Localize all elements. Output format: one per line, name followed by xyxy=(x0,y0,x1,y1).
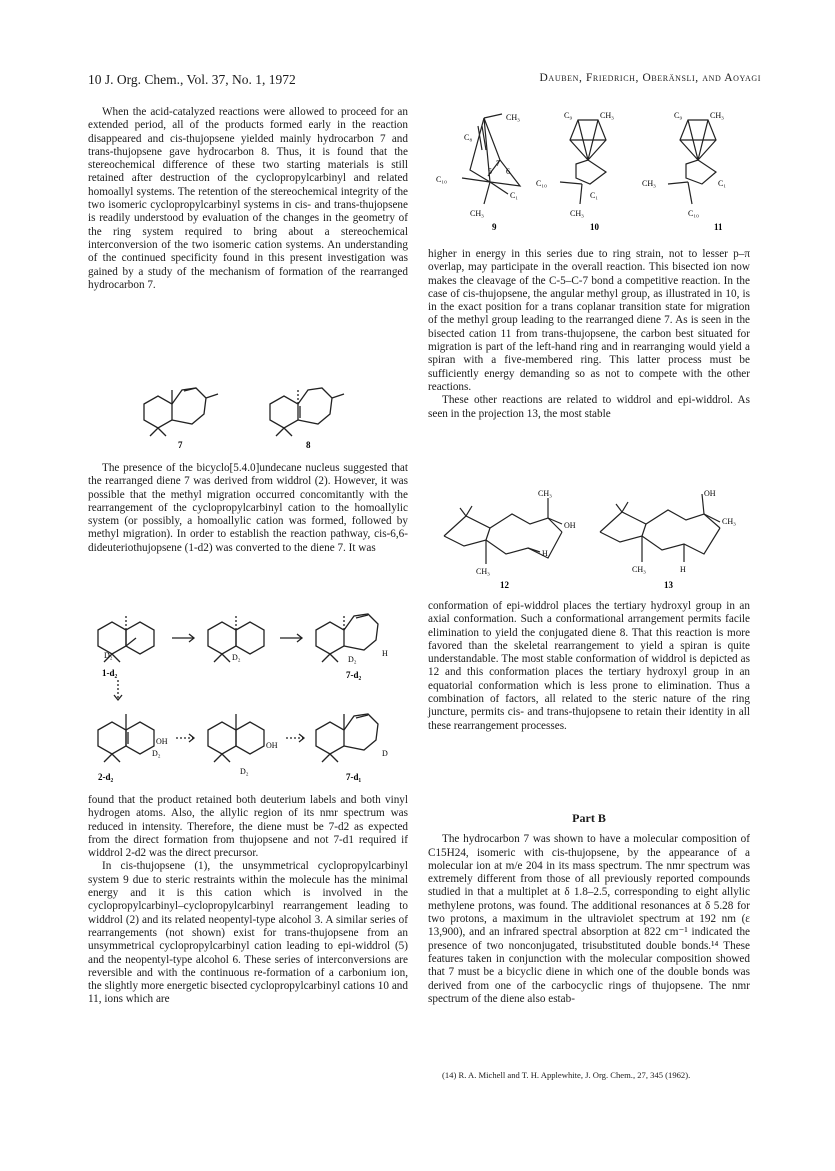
label-oh-13: OH xyxy=(704,489,716,498)
label-ch3-9: CH₃ xyxy=(506,113,520,122)
label-oh-e: OH xyxy=(266,741,278,750)
label-7d1: 7-d₁ xyxy=(346,772,362,782)
label-c1-10: C₁ xyxy=(590,191,599,200)
label-d-f: D xyxy=(382,749,388,758)
label-c1-9: C₁ xyxy=(510,191,519,200)
label-ch3-11b: CH₃ xyxy=(642,179,656,188)
page-header-left: 10 J. Org. Chem., Vol. 37, No. 1, 1972 xyxy=(88,72,296,87)
paragraph: conformation of epi-widdrol places the tertiary hydroxyl group in an axial conformation. Such a conformational arrangement permits facile elimination to yield the conjugated diene 8. That this reaction is more favored than the skeletal rearrangement to yield a spiran is quite understandable. The most stable conformation of widdrol is depicted as 12 and this conformation places the tertiary hydroxyl group in an equatorial conformation which is less prone to elimination. Thus a combination of factors, all related to the steric nature of the ring juncture, permits cis- and trans-thujopsene to retain their identity in all these rearrangement processes. xyxy=(428,600,750,732)
left-column-bottom xyxy=(88,794,408,1007)
label-9: 9 xyxy=(492,222,497,232)
label-d2-d: D₂ xyxy=(152,749,161,758)
page-header-right: Dauben, Friedrich, Oberänsli, and Aoyagi xyxy=(539,72,761,84)
label-ch3-12b: CH₃ xyxy=(476,567,490,576)
paragraph: The hydrocarbon 7 was shown to have a molecular composition of C15H24, isomeric with cis-thujopsene, by the appearance of a molecular ion at m/e 204 in its mass spectrum. The nmr spectrum was extremely different from those of all previously reported compounds studied in that a multiplet at δ 1.8–2.5, corresponding to eight allylic methylene protons, was found. The additional resonances at δ 5.28 for two protons, a maximum in the ultraviolet spectrum at 192 nm (ε 13,900), and an infrared spectral absorption at 822 cm⁻¹ indicated the presence of two nonconjugated, trisubstituted double bonds.¹⁴ These features taken in conjunction with the molecular composition showed that 7 must be a bicyclic diene in which one of the double bonds was derived from one of the carbocyclic rings of thujopsene. The nmr spectrum of the diene also estab- xyxy=(428,833,750,1005)
label-ch3-10: CH₃ xyxy=(600,111,614,120)
label-c10-11: C₁₀ xyxy=(688,209,699,218)
label-12: 12 xyxy=(500,580,509,590)
label-n6: 6 xyxy=(506,167,510,176)
right-column-bottom xyxy=(428,812,750,1006)
footnote: (14) R. A. Michell and T. H. Applewhite, J. Org. Chem., 27, 345 (1962). xyxy=(442,1070,691,1080)
label-d2-c: D₂ xyxy=(348,655,357,664)
paragraph: When the acid-catalyzed reactions were allowed to proceed for an extended period, all of the products formed early in the reaction disappeared and cis-thujopsene yielded mainly hydrocarbon 7 and trans-thujopsene gave hydrocarbon 8. Thus, it is found that the stereochemical difference of these two starting materials is still retained after destruction of the cyclopropylcarbinyl and related homoallyl systems. The retention of the stereochemical integrity of the two isomeric cyclopropylcarbinyl systems in cis- and trans-thujopsene is readily understood by evaluation of the changes in the geometry of the ring system required to bring about a stereochemical interconversion of the two isomeric cation systems. An understanding of the continued specificity found in this present investigation was gained by a study of the mechanism of formation of the rearranged hydrocarbon 7. xyxy=(88,106,408,291)
label-ch3-13a: CH₃ xyxy=(722,517,736,526)
label-h-12: H xyxy=(542,549,548,558)
label-ch3-13b: CH₃ xyxy=(632,565,646,574)
label-h-c: H xyxy=(382,649,388,658)
label-c10-9: C₁₀ xyxy=(436,175,447,184)
label-ch3-12a: CH₃ xyxy=(538,489,552,498)
label-2d2: 2-d₂ xyxy=(98,772,114,782)
label-oh-d: OH xyxy=(156,737,168,746)
figure-cations-9-10-11 xyxy=(430,100,750,240)
label-ch3-9b: CH₃ xyxy=(470,209,484,218)
label-7: 7 xyxy=(178,440,183,450)
label-ch3-11: CH₃ xyxy=(710,111,724,120)
label-n7: 7 xyxy=(496,159,500,168)
label-8: 8 xyxy=(306,440,311,450)
label-c10-10: C₁₀ xyxy=(536,179,547,188)
label-c9-11: C₉ xyxy=(674,111,683,120)
figure-deuterium-scheme xyxy=(90,598,410,788)
paragraph: found that the product retained both deuterium labels and both vinyl hydrogen atoms. Also, the allylic region of its nmr spectrum was reduced in intensity. Therefore, the diene must be 7-d2 as expected from the direct formation from thujopsene and not 7-d1 required if widdrol 2-d2 was the direct precursor. xyxy=(88,794,408,860)
figure-structures-7-8 xyxy=(130,370,370,450)
label-7d2: 7-d₂ xyxy=(346,670,362,680)
paragraph: These other reactions are related to widdrol and epi-widdrol. As seen in the projection 13, the most stable xyxy=(428,394,750,420)
label-d2-e: D₂ xyxy=(240,767,249,776)
label-13: 13 xyxy=(664,580,673,590)
right-column-middle xyxy=(428,600,750,733)
figure-conformations-12-13 xyxy=(430,488,750,592)
label-c8-9: C₈ xyxy=(464,133,473,142)
right-column-top xyxy=(428,248,750,421)
label-d2-b: D₂ xyxy=(232,653,241,662)
label-10: 10 xyxy=(590,222,599,232)
label-1d2: 1-d₂ xyxy=(102,668,118,678)
label-c9-10: C₉ xyxy=(564,111,573,120)
label-ch3-10b: CH₃ xyxy=(570,209,584,218)
label-d2-a: D₂ xyxy=(104,651,113,660)
label-c1-11: C₁ xyxy=(718,179,727,188)
label-n5: 5 xyxy=(488,167,492,176)
paragraph: In cis-thujopsene (1), the unsymmetrical cyclopropylcarbinyl system 9 due to steric restraints within the molecule has the minimal energy and it is this cation which is involved in the cyclopropylcarbinyl–cyclopropylcarbinyl rearrangement leading to widdrol (2) and its related neopentyl-type alcohol 3. A similar series of rearrangements (not shown) exist for trans-thujopsene from an unsymmetrical cyclopropylcarbinyl cation leading to epi-widdrol (5) and the neopentyl-type alcohol 6. These series of interconversions are reversible and with the continuous re-formation of a carbonium ion, the slightly more energetic bisected cyclopropylcarbinyl cations 10 and 11, ions which are xyxy=(88,860,408,1006)
left-column-top xyxy=(88,106,408,292)
label-11: 11 xyxy=(714,222,723,232)
section-heading: Part B xyxy=(572,811,606,825)
left-column-middle xyxy=(88,462,408,555)
label-oh-12: OH xyxy=(564,521,576,530)
paragraph: higher in energy in this series due to ring strain, not to lesser p–π overlap, may participate in the overall reaction. This bisected ion now makes the cleavage of the C-5–C-7 bond a competitive reaction. In the case of cis-thujopsene, the angular methyl group, as illustrated in 10, is in the exact position for a trans coplanar transition state for migration of the methyl group leading to the rearranged diene 7. As is seen in the bisected cation 11 from trans-thujopsene, the carbon best situated for migration is part of the left-hand ring and in rearranging would yield a spiran with a five-membered ring. This latter process must be sufficiently energy demanding so as not to compete with the other reactions. xyxy=(428,248,750,393)
label-h-13: H xyxy=(680,565,686,574)
paragraph: The presence of the bicyclo[5.4.0]undecane nucleus suggested that the rearranged diene 7 was derived from widdrol (2). However, it was possible that the methyl migration occurred concomitantly with the rearrangement of the cyclopropylcarbinyl cation to the homoallylic system (or possibly, a homoallylic cation was formed, followed by methyl migration). In order to establish the reaction pathway, cis-6,6-dideuteriothujopsene (1-d2) was converted to the diene 7. It was xyxy=(88,462,408,554)
